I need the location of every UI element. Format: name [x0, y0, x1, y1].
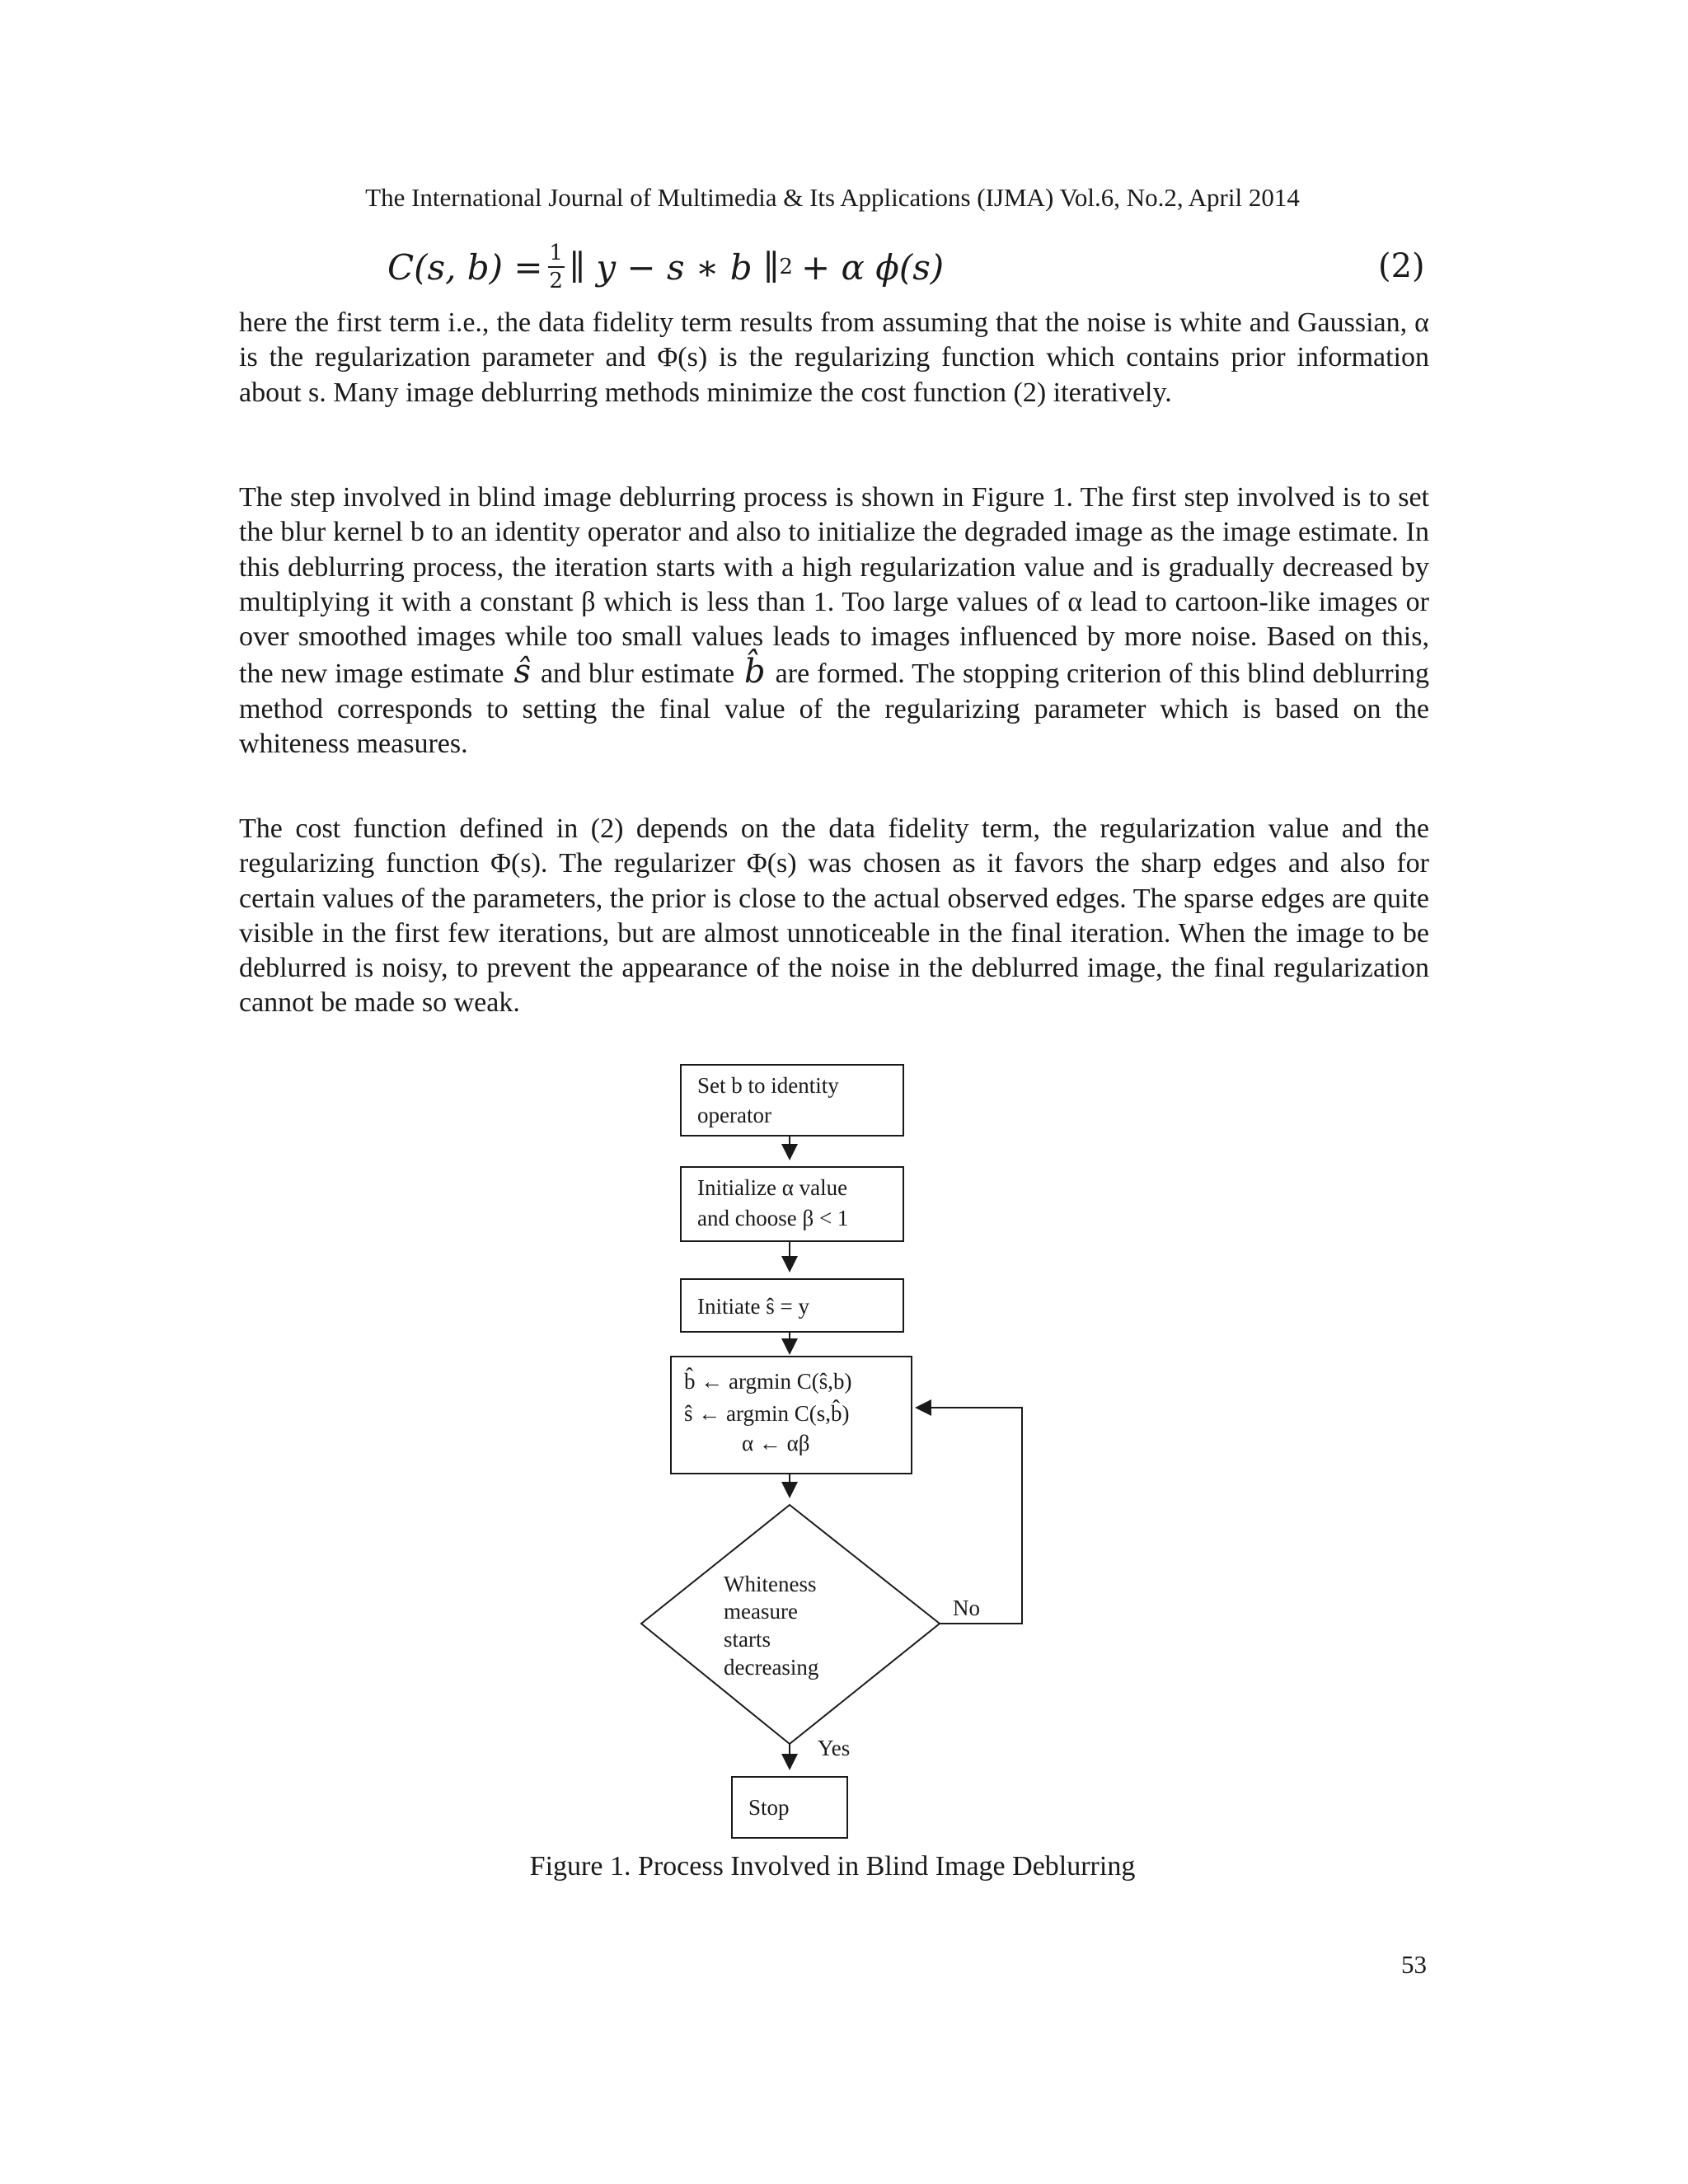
equation-2	[387, 242, 944, 292]
flowchart	[635, 1055, 1047, 1854]
decision-line-3: starts	[724, 1627, 771, 1652]
paragraph-2-part-2: and blur estimate	[540, 658, 735, 690]
paragraph-2-part-1: The step involved in blind image deblurring process is shown in Figure 1. The first step involved is to set the blur kernel b to an identity operator and also to initialize the degraded image as the image estimate. In this deblurring process, the iteration starts with a high regularization value and is gradually decreased by multiplying it with a constant β which is less than 1. Too large values of α lead to cartoon-like images or over smoothed images while too small values leads to images influenced by more noise. Based on this, the new image estimate	[239, 482, 1429, 690]
box3-text: Initiate ŝ = y	[697, 1294, 809, 1319]
figure-caption: Figure 1. Process Involved in Blind Image Deblurring	[529, 1851, 1136, 1882]
equation-fraction	[548, 242, 565, 292]
box2-line-2: and choose β < 1	[697, 1206, 849, 1230]
box4-line-3: α ← αβ	[742, 1431, 810, 1455]
paragraph-1: here the first term i.e., the data fidelity term results from assuming that the noise is white and Gaussian, α is the regularization parameter and Φ(s) is the regularizing function which contains prior information about s. Many image deblurring methods minimize the cost function (2) iteratively.	[239, 307, 1429, 408]
paragraph-2-part-3: are formed. The stopping criterion of this blind deblurring method corresponds to setting the final value of the regularizing parameter which is based on the whiteness measures.	[239, 658, 1430, 760]
journal-header: The International Journal of Multimedia & Its Applications (IJMA) Vol.6, No.2, April 2014	[365, 183, 1300, 212]
yes-label: Yes	[818, 1736, 851, 1760]
equation-number: (2)	[1378, 247, 1425, 285]
equation-lhs: C(s, b) =	[387, 246, 543, 288]
page-number: 53	[1401, 1950, 1427, 1979]
b-hat-symbol: b̂	[744, 653, 766, 691]
box2-line-1: Initialize α value	[697, 1175, 848, 1200]
box4-line-2: ŝ ← argmin C(s,b̂)	[684, 1401, 850, 1426]
fraction-numerator: 1	[549, 241, 563, 265]
decision-line-1: Whiteness	[724, 1572, 817, 1596]
stop-text: Stop	[748, 1795, 790, 1820]
box4-line-1: b̂ ← argmin C(ŝ,b)	[684, 1369, 852, 1394]
fraction-denominator: 2	[549, 269, 563, 293]
equation-regularizer: + α ϕ(s)	[800, 246, 945, 288]
decision-line-2: measure	[724, 1599, 798, 1624]
box1-line-1: Set b to identity	[697, 1073, 839, 1098]
no-label: No	[953, 1596, 980, 1620]
decision-line-4: decreasing	[724, 1655, 819, 1680]
equation-exponent: 2	[779, 255, 793, 279]
equation-norm: ∥ y − s ∗ b ∥	[569, 246, 780, 288]
flowchart-decision-diamond	[641, 1505, 940, 1744]
s-hat-symbol: ŝ	[513, 653, 531, 691]
paragraph-2	[239, 480, 1429, 762]
paragraph-3: The cost function defined in (2) depends on the data fidelity term, the regularization value and the regularizing function Φ(s). The regularizer Φ(s) was chosen as it favors the sharp edges and also for certain values of the parameters, the prior is close to the actual observed edges. The sparse edges are quite visible in the first few iterations, but are almost unnoticeable in the final iteration. When the image to be deblurred is noisy, to prevent the appearance of the noise in the deblurred image, the final regularization cannot be made so weak.	[239, 813, 1429, 1019]
box1-line-2: operator	[697, 1103, 771, 1127]
